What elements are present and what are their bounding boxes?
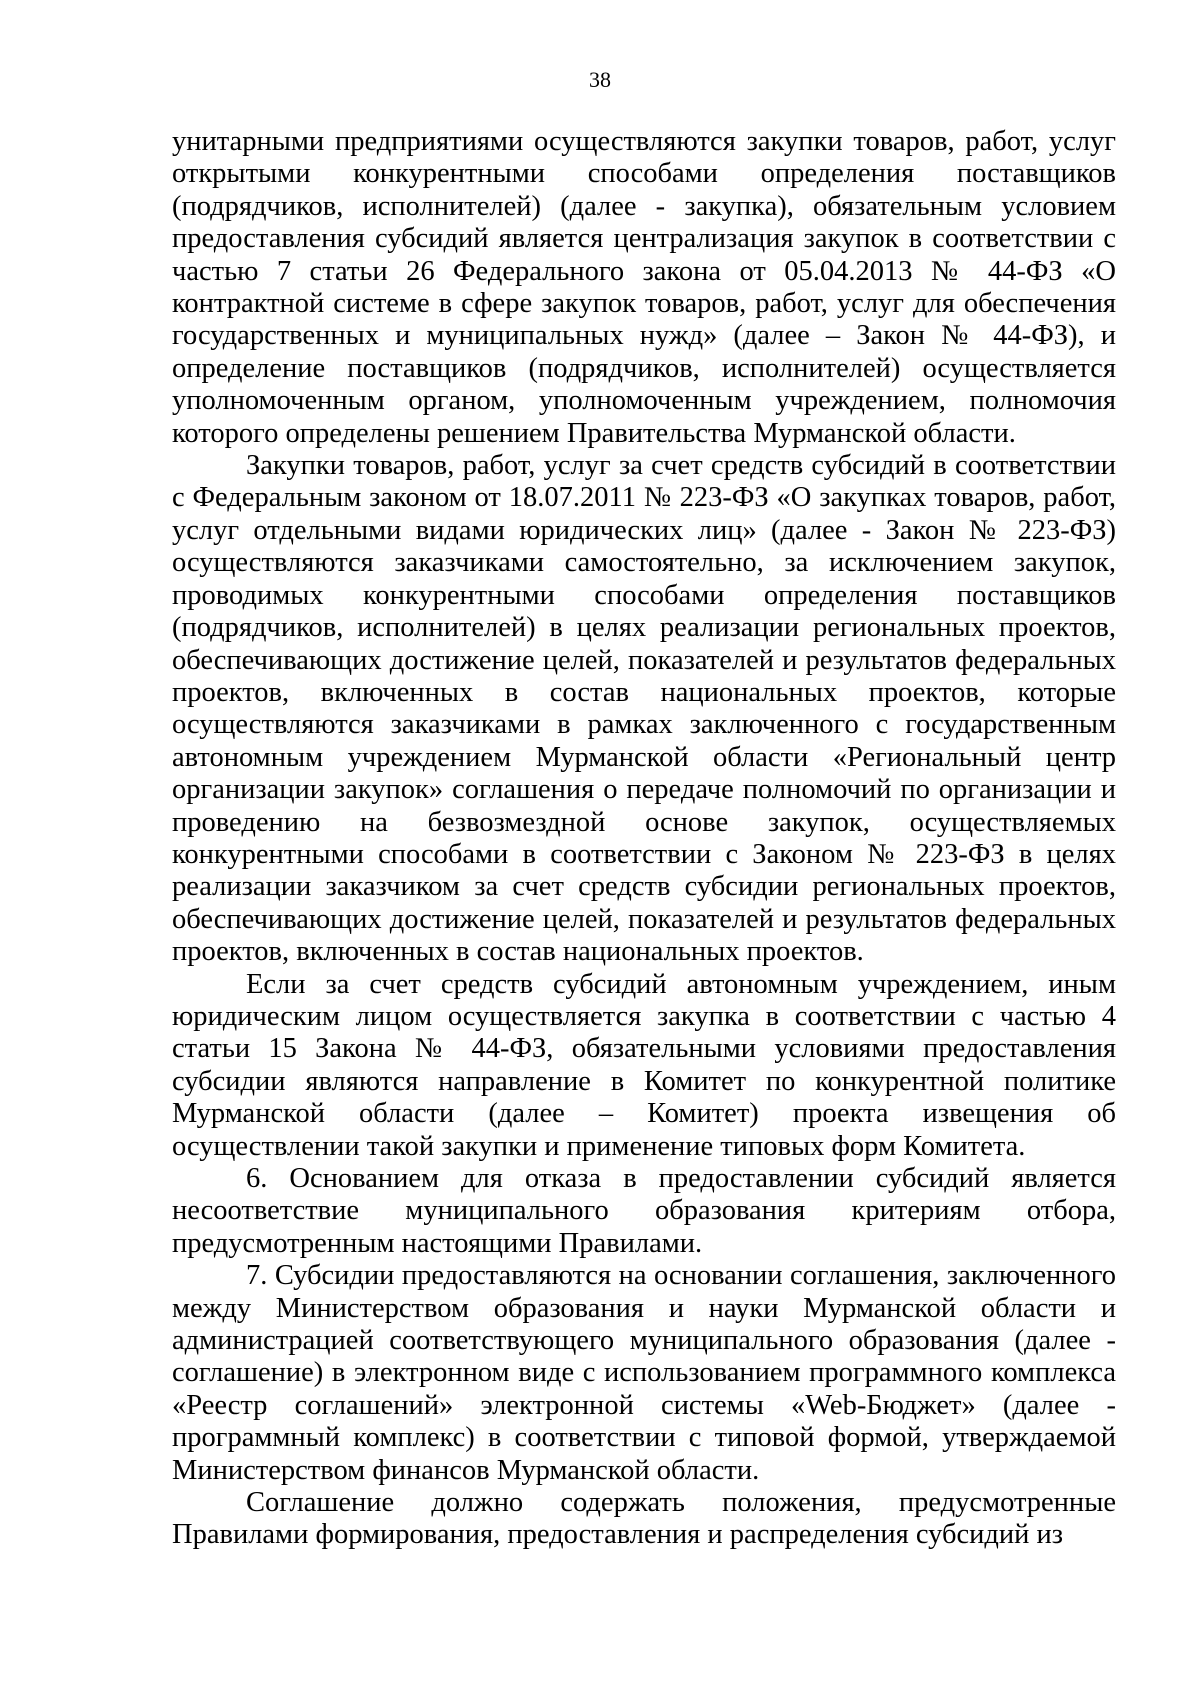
paragraph-agreement: Соглашение должно содержать положения, предусмотренные Правилами формирования, предоставления и распределения субсидий из xyxy=(172,1487,1116,1551)
page-number: 38 xyxy=(589,67,611,92)
paragraph-autonomous-institution: Если за счет средств субсидий автономным учреждением, иным юридическим лицом осуществляется закупка в соответствии с частью 4 статьи 15 Закона № 44-ФЗ, обязательными условиями предоставления субсидии являются направление в Комитет по конкурентной политике Мурманской области (далее – Комитет) проекта извещения об осуществлении такой закупки и применение типовых форм Комитета. xyxy=(172,968,1116,1162)
paragraph-item-7: 7. Субсидии предоставляются на основании соглашения, заключенного между Министерством образования и науки Мурманской области и администрацией соответствующего муниципального образования (далее - соглашение) в электронном виде с использованием программного комплекса «Реестр соглашений» электронной системы «Web-Бюджет» (далее - программный комплекс) в соответствии с типовой формой, утверждаемой Министерством финансов Мурманской области. xyxy=(172,1260,1116,1486)
paragraph-continuation: унитарными предприятиями осуществляются закупки товаров, работ, услуг открытыми конкурентными способами определения поставщиков (подрядчиков, исполнителей) (далее - закупка), обязательным условием предоставления субсидий является централизация закупок в соответствии с частью 7 статьи 26 Федерального закона от 05.04.2013 № 44-ФЗ «О контрактной системе в сфере закупок товаров, работ, услуг для обеспечения государственных и муниципальных нужд» (далее – Закон № 44-ФЗ), и определение поставщиков (подрядчиков, исполнителей) осуществляется уполномоченным органом, уполномоченным учреждением, полномочия которого определены решением Правительства Мурманской области. xyxy=(172,126,1116,449)
document-body xyxy=(172,126,1116,1552)
paragraph-item-6: 6. Основанием для отказа в предоставлении субсидий является несоответствие муниципального образования критериям отбора, предусмотренным настоящими Правилами. xyxy=(172,1163,1116,1259)
paragraph-procurement-223fz: Закупки товаров, работ, услуг за счет средств субсидий в соответствии с Федеральным законом от 18.07.2011 № 223-ФЗ «О закупках товаров, работ, услуг отдельными видами юридических лиц» (далее - Закон № 223-ФЗ) осуществляются заказчиками самостоятельно, за исключением закупок, проводимых конкурентными способами определения поставщиков (подрядчиков, исполнителей) в целях реализации региональных проектов, обеспечивающих достижение целей, показателей и результатов федеральных проектов, включенных в состав национальных проектов, которые осуществляются заказчиками в рамках заключенного с государственным автономным учреждением Мурманской области «Региональный центр организации закупок» соглашения о передаче полномочий по организации и проведению на безвозмездной основе закупок, осуществляемых конкурентными способами в соответствии с Законом № 223-ФЗ в целях реализации заказчиком за счет средств субсидии региональных проектов, обеспечивающих достижение целей, показателей и результатов федеральных проектов, включенных в состав национальных проектов. xyxy=(172,450,1116,968)
